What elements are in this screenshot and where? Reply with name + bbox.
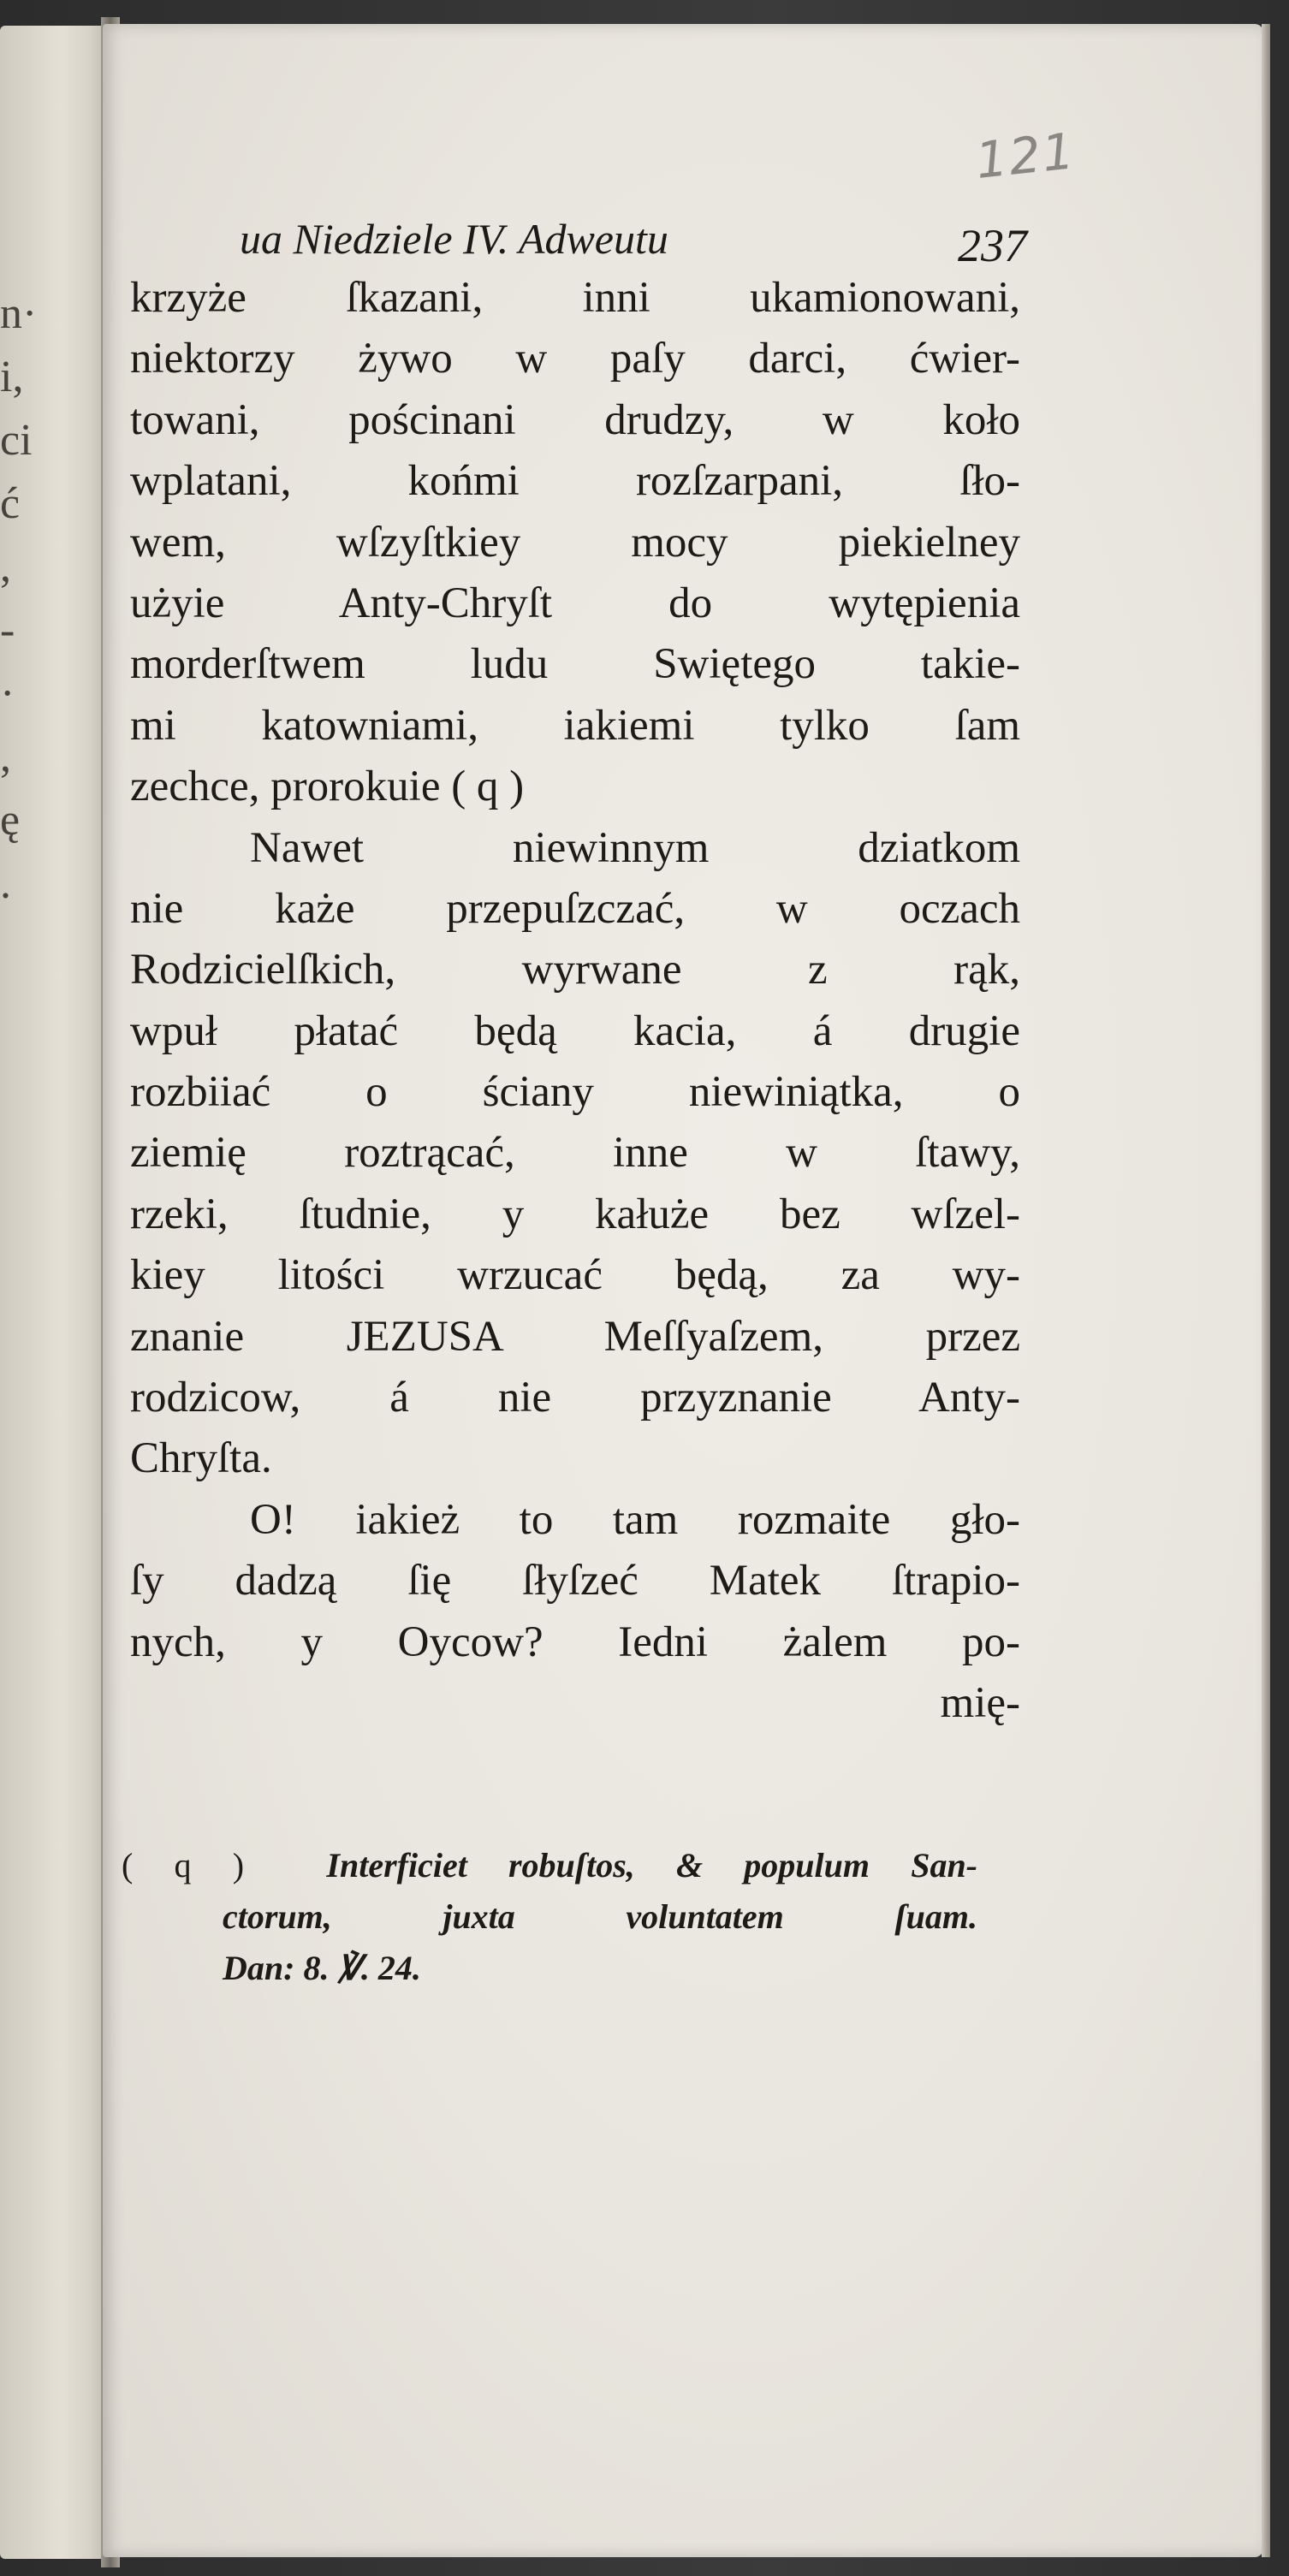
footnote-marker: ( q )	[122, 1846, 245, 1885]
running-title: ua Niedziele IV. Adweutu	[240, 215, 668, 263]
text-line: rodzicow, á nie przyznanie Anty-	[130, 1374, 1020, 1422]
text-line: zechce, prorokuie ( q )	[130, 763, 525, 811]
page-number: 237	[958, 220, 1027, 271]
body-text	[130, 268, 1020, 1734]
footnote-text: ctorum, juxta voluntatem ſuam.	[223, 1897, 977, 1936]
text-line: Chryſta.	[130, 1434, 272, 1483]
catchword: mię-	[940, 1678, 1020, 1727]
left-mark: ,	[0, 543, 11, 591]
left-mark: -	[0, 606, 15, 655]
text-line: morderſtwem ludu Swiętego takie-	[130, 640, 1020, 689]
text-line: rozbiiać o ściany niewiniątka, o	[130, 1068, 1020, 1117]
text-line: ziemię roztrącać, inne w ſtawy,	[130, 1129, 1020, 1178]
text-line: krzyże ſkazani, inni ukamionowani,	[130, 274, 1020, 322]
text-line: kiey litości wrzucać będą, za wy-	[130, 1251, 1020, 1300]
left-mark: ·	[0, 669, 15, 718]
text-line: O! iakież to tam rozmaite gło-	[250, 1495, 1020, 1544]
text-line: nych, y Oycow? Iedni żalem po-	[130, 1617, 1020, 1666]
left-mark: ,	[0, 733, 11, 781]
text-line: Nawet niewinnym dziatkom	[250, 823, 1020, 872]
text-line: wplatani, końmi rozſzarpani, ſło-	[130, 457, 1020, 506]
pencil-folio-note: 121	[972, 122, 1078, 190]
text-line: rzeki, ſtudnie, y kałuże bez wſzel-	[130, 1190, 1020, 1238]
left-mark: i,	[0, 353, 24, 401]
footnote	[122, 1840, 977, 1994]
page-edge	[1262, 24, 1270, 2557]
text-line: znanie JEZUSA Meſſyaſzem, przez	[130, 1312, 1020, 1361]
left-mark: ę	[0, 796, 21, 845]
text-line: ſy dadzą ſię ſłyſzeć Matek ſtrapio-	[130, 1557, 1020, 1606]
text-line: Rodzicielſkich, wyrwane z rąk,	[130, 946, 1020, 994]
left-mark: n·	[0, 289, 38, 338]
text-line: towani, pościnani drudzy, w koło	[130, 395, 1020, 444]
text-line: niektorzy żywo w paſy darci, ćwier-	[130, 335, 1020, 383]
text-line: użyie Anty-Chryſt do wytępienia	[130, 579, 1020, 627]
footnote-text: Interficiet robuſtos, & populum San-	[326, 1846, 978, 1885]
left-mark: ć	[0, 479, 21, 528]
text-line: wem, wſzyſtkiey mocy piekielney	[130, 518, 1020, 567]
left-mark: ci	[0, 416, 33, 465]
previous-page-marks	[0, 282, 51, 916]
text-line: nie każe przepuſzczać, w oczach	[130, 884, 1020, 933]
text-line: wpuł płatać będą kacia, á drugie	[130, 1006, 1020, 1055]
text-line: mi katowniami, iakiemi tylko ſam	[130, 701, 1020, 750]
footnote-citation: Dan: 8. ℣. 24.	[223, 1949, 421, 1987]
running-header	[240, 214, 1027, 274]
left-mark: .	[0, 859, 11, 908]
